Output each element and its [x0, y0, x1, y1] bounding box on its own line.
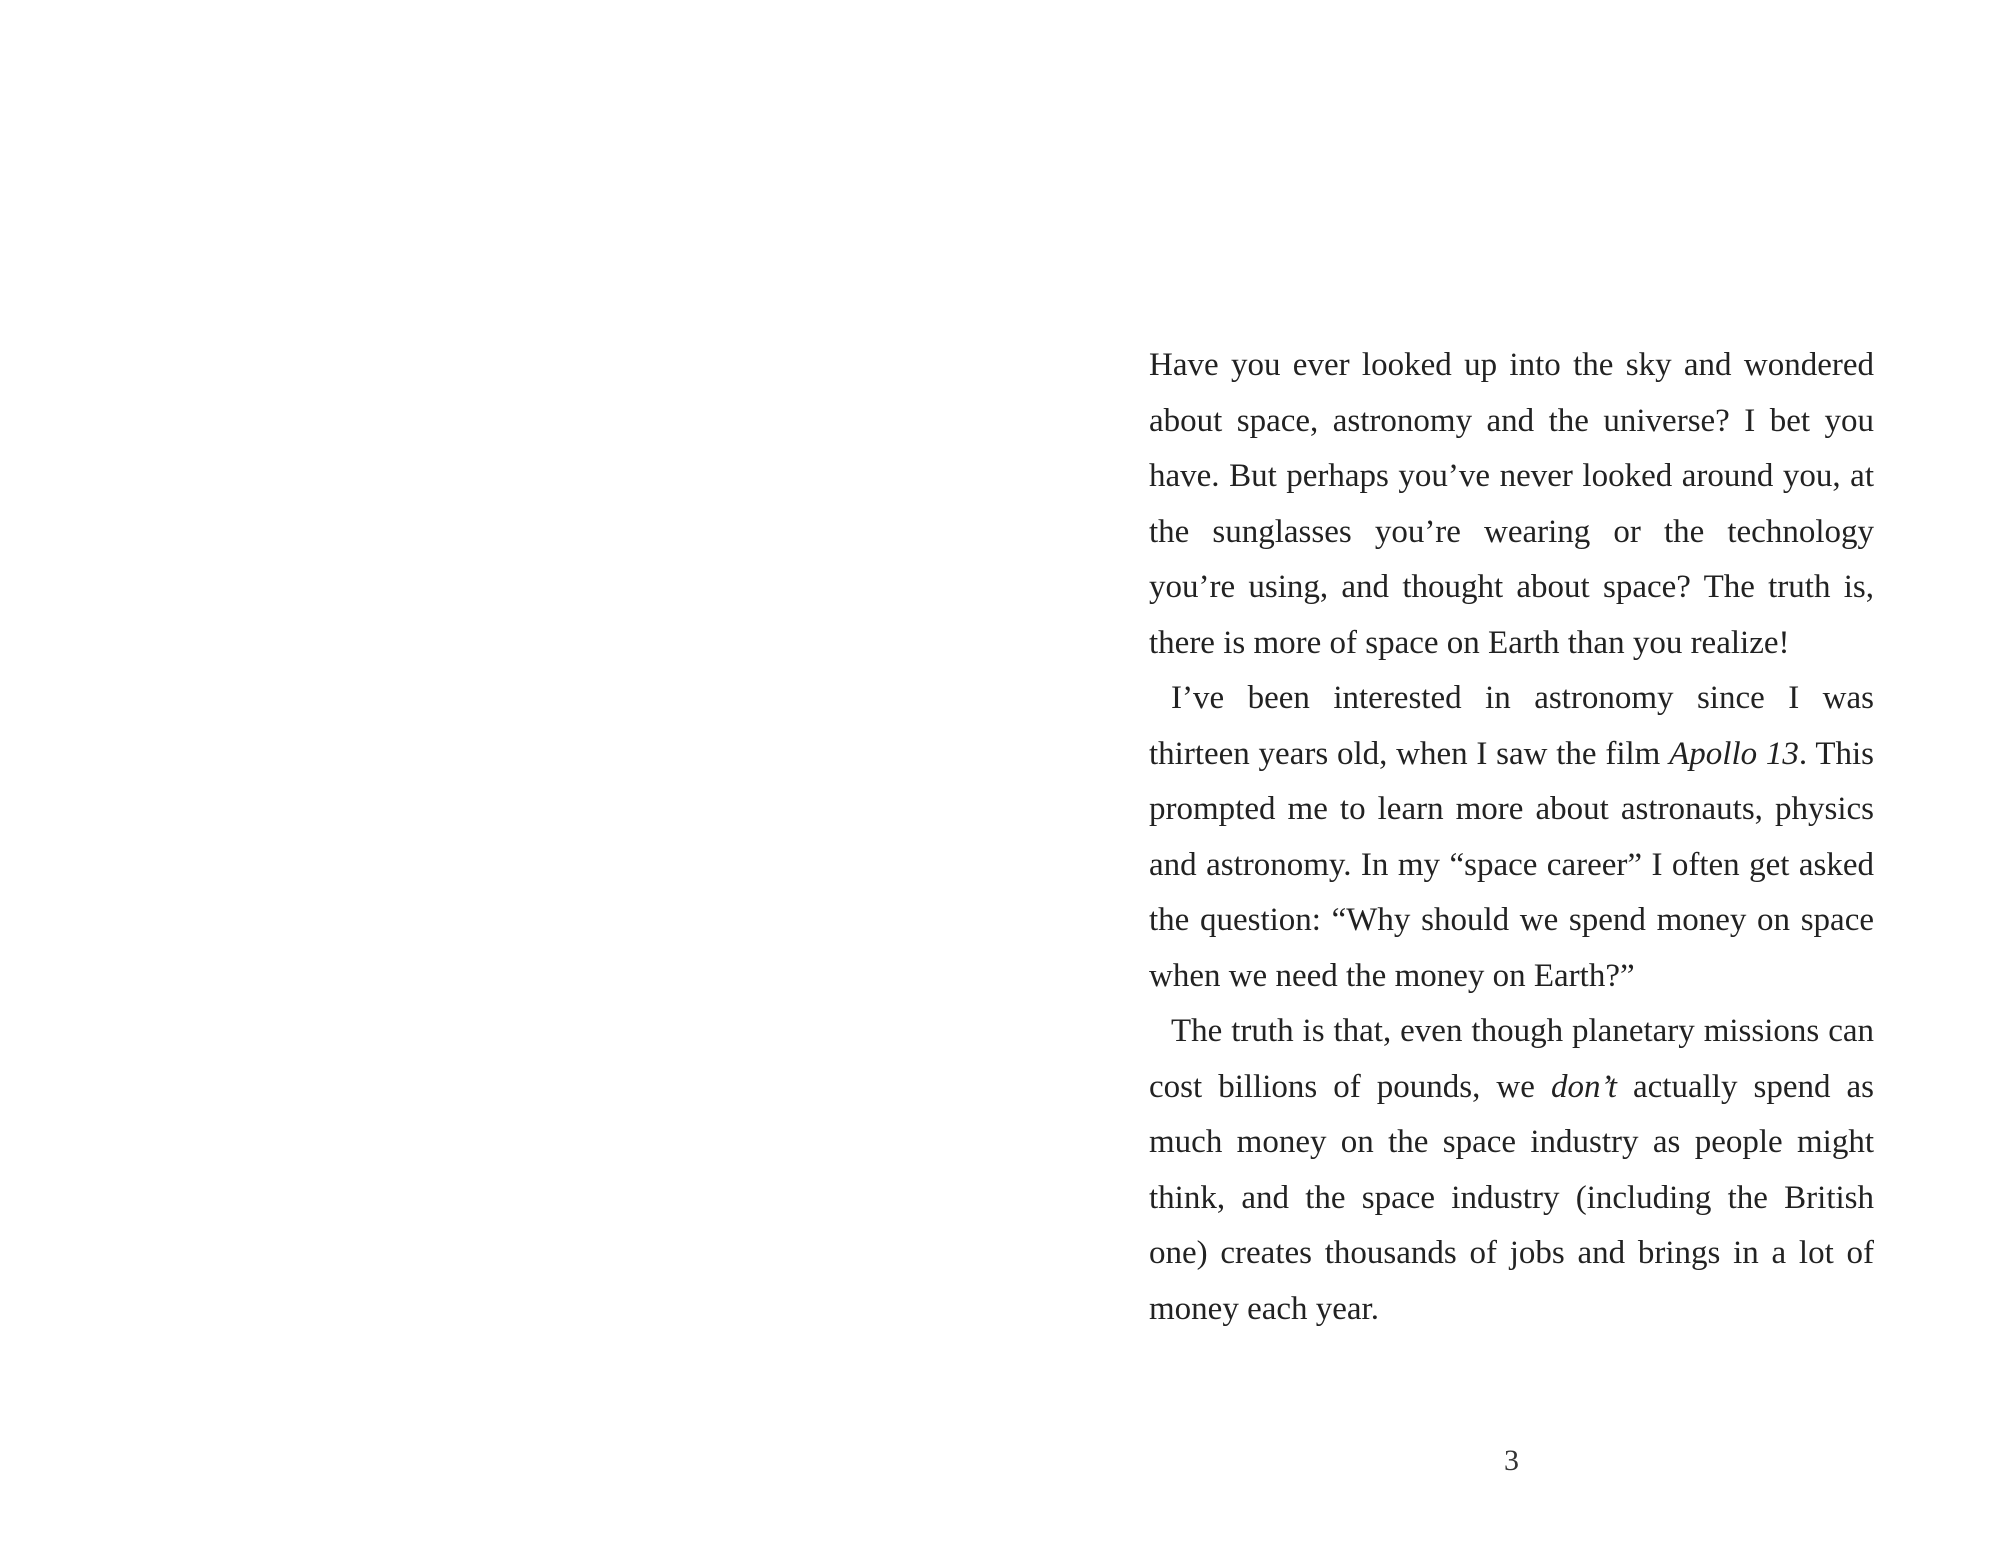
paragraph-2	[1149, 671, 1874, 1004]
film-title-italic: Apollo 13	[1669, 735, 1799, 772]
page-number: 3	[1504, 1444, 1519, 1477]
paragraph-3-text-b: actually spend as much money on the space industry as people might think, and the space industry (including the British one) creates thousands of jobs and brings in a lot of money each year.	[1149, 1068, 1875, 1327]
paragraph-1-text: Have you ever looked up into the sky and wondered about space, astronomy and the universe? I bet you have. But perhaps you’ve never looked around you, at the sunglasses you’re wearing or the technology you’re using, and thought about space? The truth is, there is more of space on Earth than you realize!	[1149, 347, 1874, 661]
paragraph-2-text-a: I’ve been interested in astronomy since I was thirteen years old, when I saw the film	[1149, 680, 1874, 772]
paragraph-3-text-a: The truth is that, even though planetary missions can cost billions of pounds, we	[1149, 1013, 1874, 1105]
paragraph-1	[1149, 338, 1874, 671]
emphasis-italic: don’t	[1550, 1068, 1617, 1105]
right-page	[1000, 0, 2000, 1548]
paragraph-2-text-b: . This prompted me to learn more about astronauts, physics and astronomy. In my “space career” I often get asked the question: “Why should we spend money on space when we need the money on Earth?”	[1149, 735, 1875, 994]
paragraph-3	[1149, 1004, 1874, 1337]
body-text	[1149, 338, 1874, 1337]
